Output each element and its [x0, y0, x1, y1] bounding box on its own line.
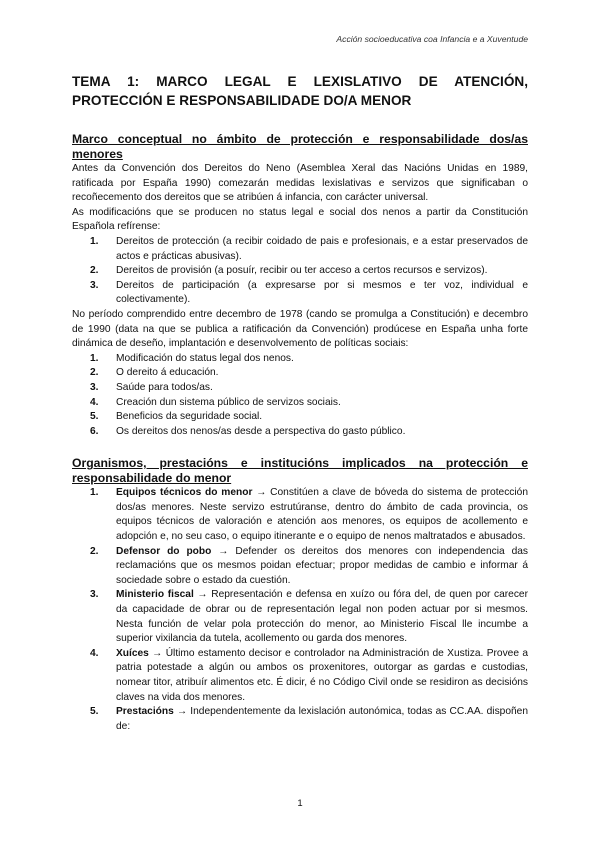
list-item: 6. Os dereitos dos nenos/as desde a perspectiva do gasto público.	[90, 425, 406, 437]
page-number: 1	[297, 798, 303, 809]
list-item: 1. Modificación do status legal dos nenos.	[90, 352, 294, 364]
list-item: 4. Xuíces → Último estamento decisor e controlador na Administración de Xustiza. Provee a patria potestade a algún ou ambos os proxenitores, outorgar as gardas e custodias, nomear titor, atribuír alimentos etc. É dicir, é no Código Civil onde se residiron as decisións claves na vida dos menores.	[90, 647, 528, 703]
list-item: 2. Defensor do pobo → Defender os dereitos dos menores con independencia das reclamacións que os mesmos poidan efectuar; propor medidas de cambio e informar á sociedade sobre o estado da cuestión.	[90, 545, 529, 586]
section1-heading-line-2: menores	[72, 147, 123, 161]
list-item: 1. Equipos técnicos do menor → Constitúen a clave de bóveda do sistema de protección dos/as menores. Neste servizo estrutúranse, dentro do ámbito de cada provincia, os equipos técnicos de valoración e atención aos menores, os equipos de acollemento e adopción e, no seu caso, o equipo itinerante e o equipo de nenos maltratados e abusados.	[90, 487, 528, 543]
document-title	[72, 72, 528, 110]
rights-list	[72, 235, 528, 308]
institutions-list	[72, 486, 528, 734]
section1-paragraph-3: No período comprendido entre decembro de 1978 (cando se promulga a Constitución) e decembro de 1990 (data na que se publica a ratificación da Convención) prodúcese en España unha forte dinámica de deseño, implantación e desenvolvemento de políticas sociais:	[72, 308, 528, 350]
section-heading-marco-conceptual	[72, 132, 528, 162]
social-policies-list	[72, 352, 528, 440]
section1-paragraph-2: As modificacións que se producen no status legal e social dos nenos a partir da Constitución Española refírense:	[72, 206, 528, 233]
list-item: 2. O dereito á educación.	[90, 367, 219, 379]
section1-paragraph-1: Antes da Convención dos Dereitos do Neno (Asemblea Xeral das Nacións Unidas en 1989, ratificada por España 1990) comezarán medidas lexislativas e servizos que significaban o recoñecemento dos dereitos que se atribúen á infancia, con carácter universal.	[72, 163, 528, 204]
section2-heading-line-1: Organismos, prestacións e institucións implicados na protección e	[72, 456, 528, 471]
list-item: 3. Saúde para todos/as.	[90, 381, 213, 393]
list-item: 5. Prestacións → Independentemente da lexislación autonómica, todas as CC.AA. dispoñen de:	[90, 706, 528, 732]
list-item: 2. Dereitos de provisión (a posuír, recibir ou ter acceso a certos recursos e servizos).	[90, 265, 488, 277]
list-item: 3. Dereitos de participación (a expresarse por si mesmos e ter voz, individual e colectivamente).	[90, 279, 528, 306]
list-item: 4. Creación dun sistema público de servizos sociais.	[90, 396, 341, 408]
page-content	[72, 72, 528, 734]
list-item: 5. Beneficios da seguridade social.	[90, 411, 263, 423]
list-item: 3. Ministerio fiscal → Representación e defensa en xuízo ou fóra del, de quen por carecer da capacidade de obrar ou de representación legal non poden actuar por si mesmos. Nesta función de velar pola protección do menor, ao Ministerio Fiscal lle incumbe a superior vixilancia da tutela, acollemento ou garda dos menores.	[90, 589, 528, 645]
title-line-2: PROTECCIÓN E RESPONSABILIDADE DO/A MENOR	[72, 93, 412, 108]
title-line-1: TEMA 1: MARCO LEGAL E LEXISLATIVO DE ATENCIÓN,	[72, 74, 528, 89]
list-item: 1. Dereitos de protección (a recibir coidado de pais e profesionais, e a estar preservados de actos e prácticas abusivas).	[90, 235, 528, 262]
section2-heading-line-2: responsabilidade do menor	[72, 471, 232, 486]
running-header: Acción socioeducativa coa Infancia e a Xuventude	[336, 34, 528, 44]
section-heading-organismos	[72, 456, 528, 486]
section1-heading-line-1: Marco conceptual no ámbito de protección e responsabilidade dos/as	[72, 132, 528, 146]
